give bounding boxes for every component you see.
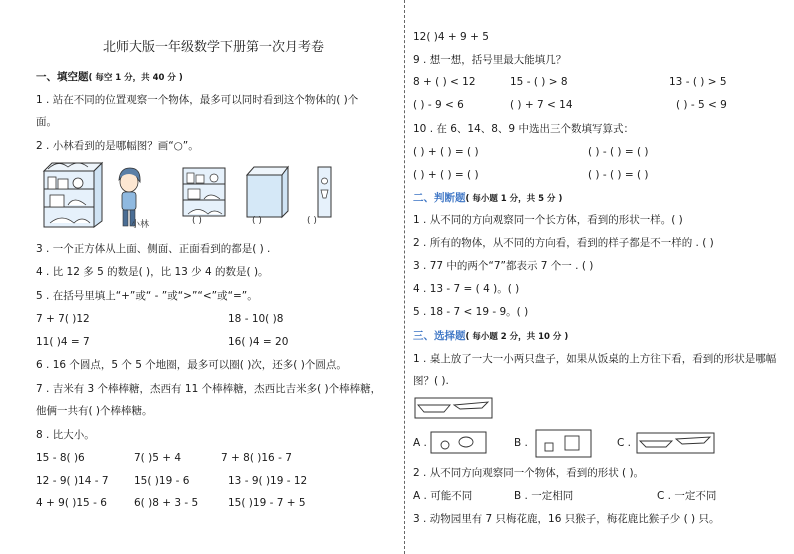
column-divider xyxy=(404,0,405,554)
question-9: 9 . 想一想，括号里最大能填几？ xyxy=(413,54,567,66)
section-heading-judgement xyxy=(413,190,562,205)
page-title: 北师大版一年级数学下册第一次月考卷 xyxy=(103,40,325,55)
q8-row1-b: 7( )5 + 4 xyxy=(134,452,182,464)
q8-continued: 12( )4 + 9 + 5 xyxy=(413,31,489,43)
q8-row2-c: 13 - 9( )19 - 12 xyxy=(228,475,308,487)
section-name: 二、判断题 xyxy=(413,192,466,204)
q9-row2-b: ( ) + 7 < 14 xyxy=(510,99,573,111)
option-paren-2: ( ) xyxy=(252,216,262,226)
choice-1-line-1: 1 . 桌上放了一大一小两只盘子，如果从饭桌的上方往下看，看到的形状是哪幅 xyxy=(413,353,777,365)
option-paren-1: ( ) xyxy=(192,216,202,226)
choice-3: 3 . 动物园里有 7 只梅花鹿，16 只猴子，梅花鹿比猴子少 ( ) 只。 xyxy=(413,513,720,525)
choice-1-option-a-label: A . xyxy=(413,437,427,449)
q9-row2-a: ( ) - 9 < 6 xyxy=(413,99,464,111)
judgement-2: 2 . 所有的物体，从不同的方向看，看到的样子都是不一样的 . ( ) xyxy=(413,237,714,249)
choice-1-option-b-label: B . xyxy=(514,437,528,449)
q8-row2-a: 12 - 9( )14 - 7 xyxy=(36,475,109,487)
judgement-5: 5 . 18 - 7 < 19 - 9。( ) xyxy=(413,306,529,318)
q5-row2-a: 11( )4 = 7 xyxy=(36,336,90,348)
choice-2-option-a: A . 可能不同 xyxy=(413,490,473,502)
q9-row1-a: 8 + ( ) < 12 xyxy=(413,76,476,88)
section-note: ( 每小题 2 分，共 10 分 ) xyxy=(465,332,569,342)
choice-1-option-b-figure xyxy=(535,429,593,459)
section-name: 三、选择题 xyxy=(413,330,466,342)
choice-2-option-c: C . 一定不同 xyxy=(657,490,717,502)
question-1-line-2: 面。 xyxy=(36,116,57,128)
choice-2: 2 . 从不同方向观察同一个物体，看到的形状 ( )。 xyxy=(413,467,645,479)
choice-2-option-b: B . 一定相同 xyxy=(514,490,574,502)
question-4: 4 . 比 12 多 5 的数是( )，比 13 少 4 的数是( )。 xyxy=(36,266,269,278)
choice-1-option-a-figure xyxy=(430,431,488,455)
question-6: 6 . 16 个圆点，5 个 5 个地圈，最多可以圈( )次，还多( )个圆点。 xyxy=(36,359,347,371)
question-10: 10 . 在 6、14、8、9 中选出三个数填写算式： xyxy=(413,123,634,135)
q5-row1-b: 18 - 10( )8 xyxy=(228,313,284,325)
boy-label: 小林 xyxy=(131,220,150,230)
q9-row2-c: ( ) - 5 < 9 xyxy=(676,99,727,111)
q9-row1-c: 13 - ( ) > 5 xyxy=(669,76,727,88)
q5-row2-b: 16( )4 = 20 xyxy=(228,336,289,348)
q8-row3-a: 4 + 9( )15 - 6 xyxy=(36,497,107,509)
question-3: 3 . 一个正方体从上面、侧面、正面看到的都是( ) . xyxy=(36,243,271,255)
cabinet-figure xyxy=(38,159,104,229)
question-5: 5 . 在括号里填上“+”或“ - ”或“>”“<”或“=”。 xyxy=(36,290,258,302)
q10-row2-b: ( ) - ( ) = ( ) xyxy=(588,169,649,181)
q9-row1-b: 15 - ( ) > 8 xyxy=(510,76,568,88)
option-side-view xyxy=(317,166,333,220)
judgement-3: 3 . 77 中的两个“7”都表示 7 个一 . ( ) xyxy=(413,260,594,272)
option-paren-3: ( ) xyxy=(307,216,317,226)
section-name: 一、填空题 xyxy=(36,71,89,83)
choice-1-option-c-figure xyxy=(636,432,716,454)
section-heading-fill-blank xyxy=(36,69,183,84)
question-7-line-1: 7 . 吉米有 3 个棒棒糖，杰西有 11 个棒棒糖，杰西比吉米多( )个棒棒糖， xyxy=(36,383,382,395)
section-note: ( 每空 1 分，共 40 分 ) xyxy=(88,73,183,83)
q5-row1-a: 7 + 7( )12 xyxy=(36,313,90,325)
q8-row1-c: 7 + 8( )16 - 7 xyxy=(221,452,292,464)
q10-row1-a: ( ) + ( ) = ( ) xyxy=(413,146,479,158)
choice-1-line-2: 图？( ). xyxy=(413,375,449,387)
question-1-line-1: 1 . 站在不同的位置观察一个物体，最多可以同时看到这个物体的( )个 xyxy=(36,94,359,106)
question-2: 2 . 小林看到的是哪幅图？画“○”。 xyxy=(36,140,199,152)
option-back-view xyxy=(246,165,290,219)
option-front-view xyxy=(182,167,228,219)
judgement-1: 1 . 从不同的方向观察同一个长方体，看到的形状一样。( ) xyxy=(413,214,683,226)
section-note: ( 每小题 1 分，共 5 分 ) xyxy=(465,194,563,204)
question-8: 8 . 比大小。 xyxy=(36,429,95,441)
q8-row1-a: 15 - 8( )6 xyxy=(36,452,85,464)
q8-row2-b: 15( )19 - 6 xyxy=(134,475,190,487)
choice-1-option-c-label: C . xyxy=(617,437,632,449)
section-heading-choice xyxy=(413,328,568,343)
plates-side-view xyxy=(414,397,494,419)
q8-row3-c: 15( )19 - 7 + 5 xyxy=(228,497,306,509)
judgement-4: 4 . 13 - 7 = ( 4 )。( ) xyxy=(413,283,520,295)
q8-row3-b: 6( )8 + 3 - 5 xyxy=(134,497,199,509)
q10-row1-b: ( ) - ( ) = ( ) xyxy=(588,146,649,158)
question-7-line-2: 他俩一共有( )个棒棒糖。 xyxy=(36,405,153,417)
q10-row2-a: ( ) + ( ) = ( ) xyxy=(413,169,479,181)
